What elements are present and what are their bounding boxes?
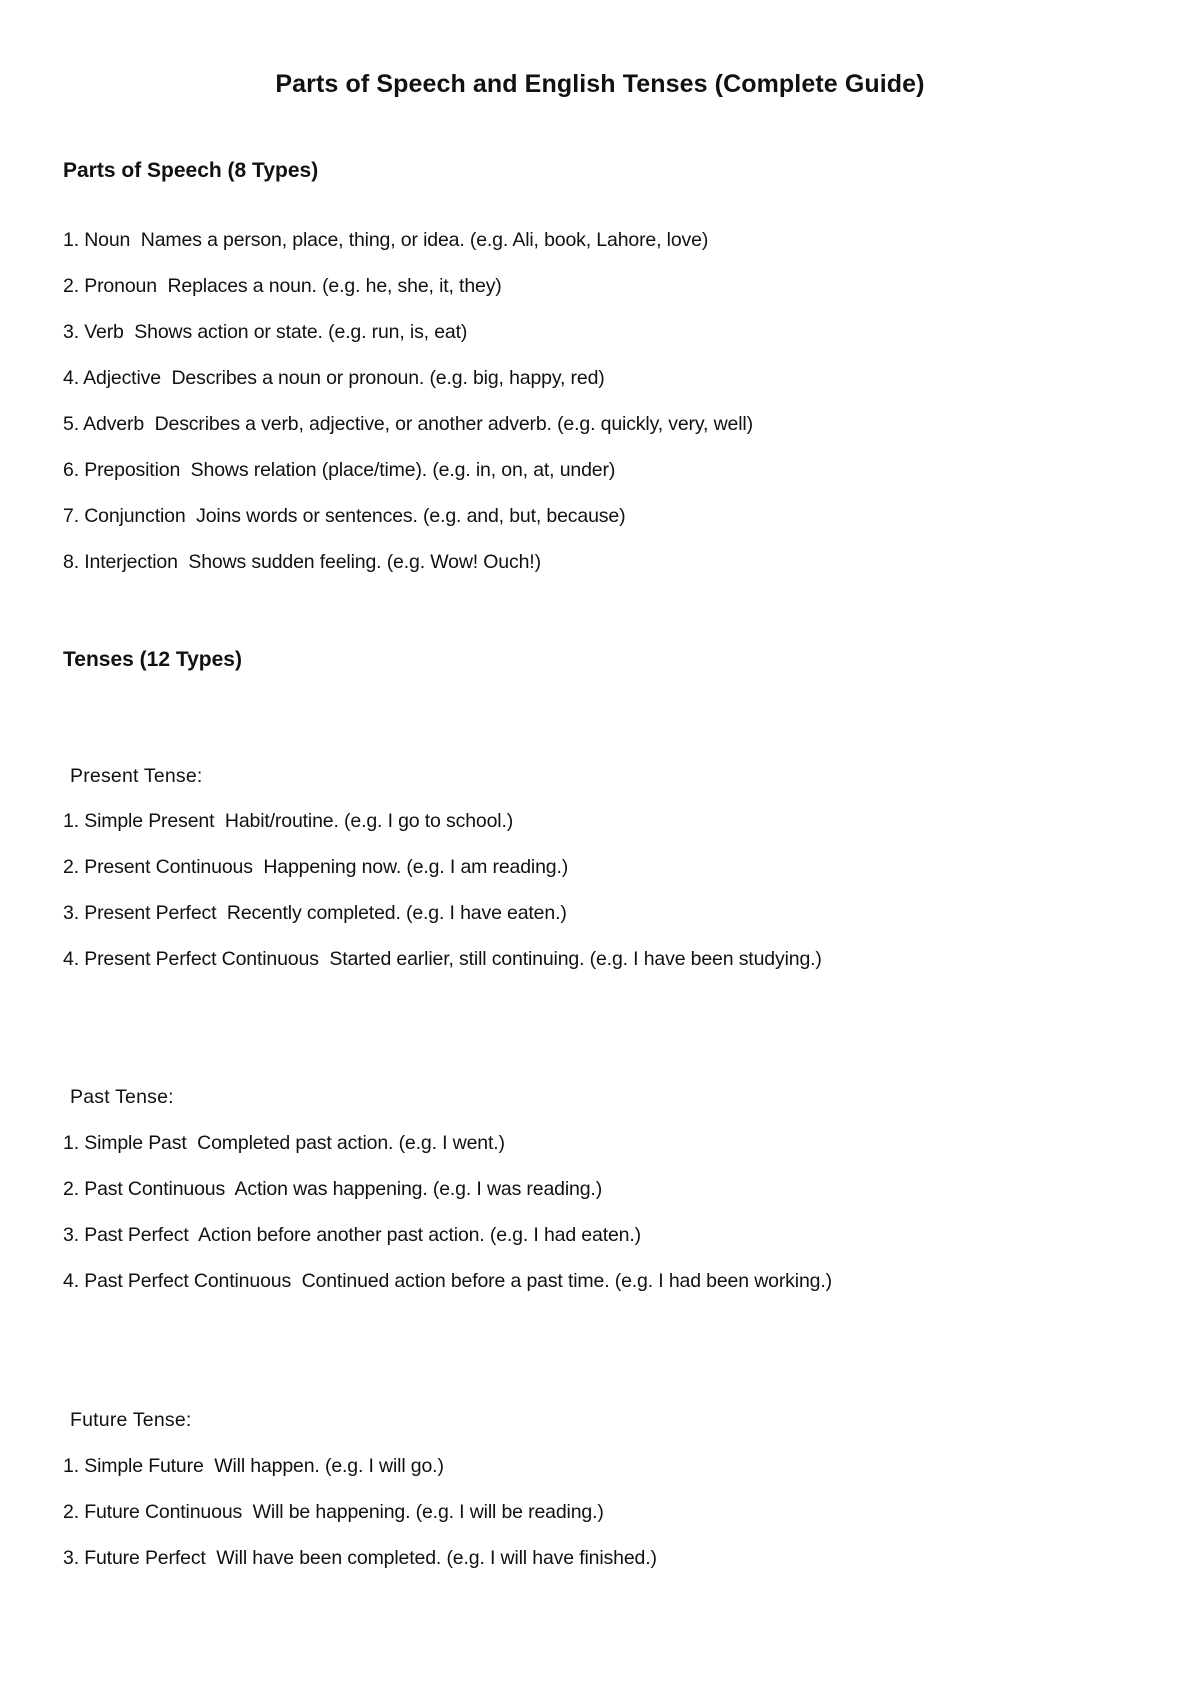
list-item-conjunction: 7. Conjunction Joins words or sentences. (e.g. and, but, because)	[63, 505, 626, 527]
parts-of-speech-heading: Parts of Speech (8 Types)	[63, 159, 319, 182]
future-tense-item: 3. Future Perfect Will have been completed. (e.g. I will have finished.)	[63, 1547, 657, 1569]
past-tense-item: 2. Past Continuous Action was happening. (e.g. I was reading.)	[63, 1178, 603, 1200]
past-tense-label: Past Tense:	[70, 1086, 174, 1108]
list-item-preposition: 6. Preposition Shows relation (place/time). (e.g. in, on, at, under)	[63, 459, 616, 481]
present-tense-label: Present Tense:	[70, 765, 203, 787]
future-tense-item: 2. Future Continuous Will be happening. (e.g. I will be reading.)	[63, 1501, 604, 1523]
list-item-interjection: 8. Interjection Shows sudden feeling. (e.g. Wow! Ouch!)	[63, 551, 541, 573]
present-tense-item: 1. Simple Present Habit/routine. (e.g. I go to school.)	[63, 810, 514, 832]
list-item-adjective: 4. Adjective Describes a noun or pronoun. (e.g. big, happy, red)	[63, 367, 605, 389]
document-title: Parts of Speech and English Tenses (Complete Guide)	[275, 70, 925, 98]
tenses-heading: Tenses (12 Types)	[63, 648, 242, 671]
past-tense-item: 1. Simple Past Completed past action. (e.g. I went.)	[63, 1132, 505, 1154]
list-item-adverb: 5. Adverb Describes a verb, adjective, or another adverb. (e.g. quickly, very, well)	[63, 413, 753, 435]
future-tense-item: 1. Simple Future Will happen. (e.g. I will go.)	[63, 1455, 444, 1477]
present-tense-item: 4. Present Perfect Continuous Started earlier, still continuing. (e.g. I have been studying.)	[63, 948, 822, 970]
past-tense-item: 4. Past Perfect Continuous Continued action before a past time. (e.g. I had been working.)	[63, 1270, 832, 1292]
present-tense-item: 2. Present Continuous Happening now. (e.g. I am reading.)	[63, 856, 569, 878]
list-item-verb: 3. Verb Shows action or state. (e.g. run, is, eat)	[63, 321, 468, 343]
past-tense-item: 3. Past Perfect Action before another past action. (e.g. I had eaten.)	[63, 1224, 641, 1246]
present-tense-item: 3. Present Perfect Recently completed. (e.g. I have eaten.)	[63, 902, 567, 924]
future-tense-label: Future Tense:	[70, 1409, 192, 1431]
list-item-noun: 1. Noun Names a person, place, thing, or idea. (e.g. Ali, book, Lahore, love)	[63, 229, 709, 251]
list-item-pronoun: 2. Pronoun Replaces a noun. (e.g. he, she, it, they)	[63, 275, 502, 297]
